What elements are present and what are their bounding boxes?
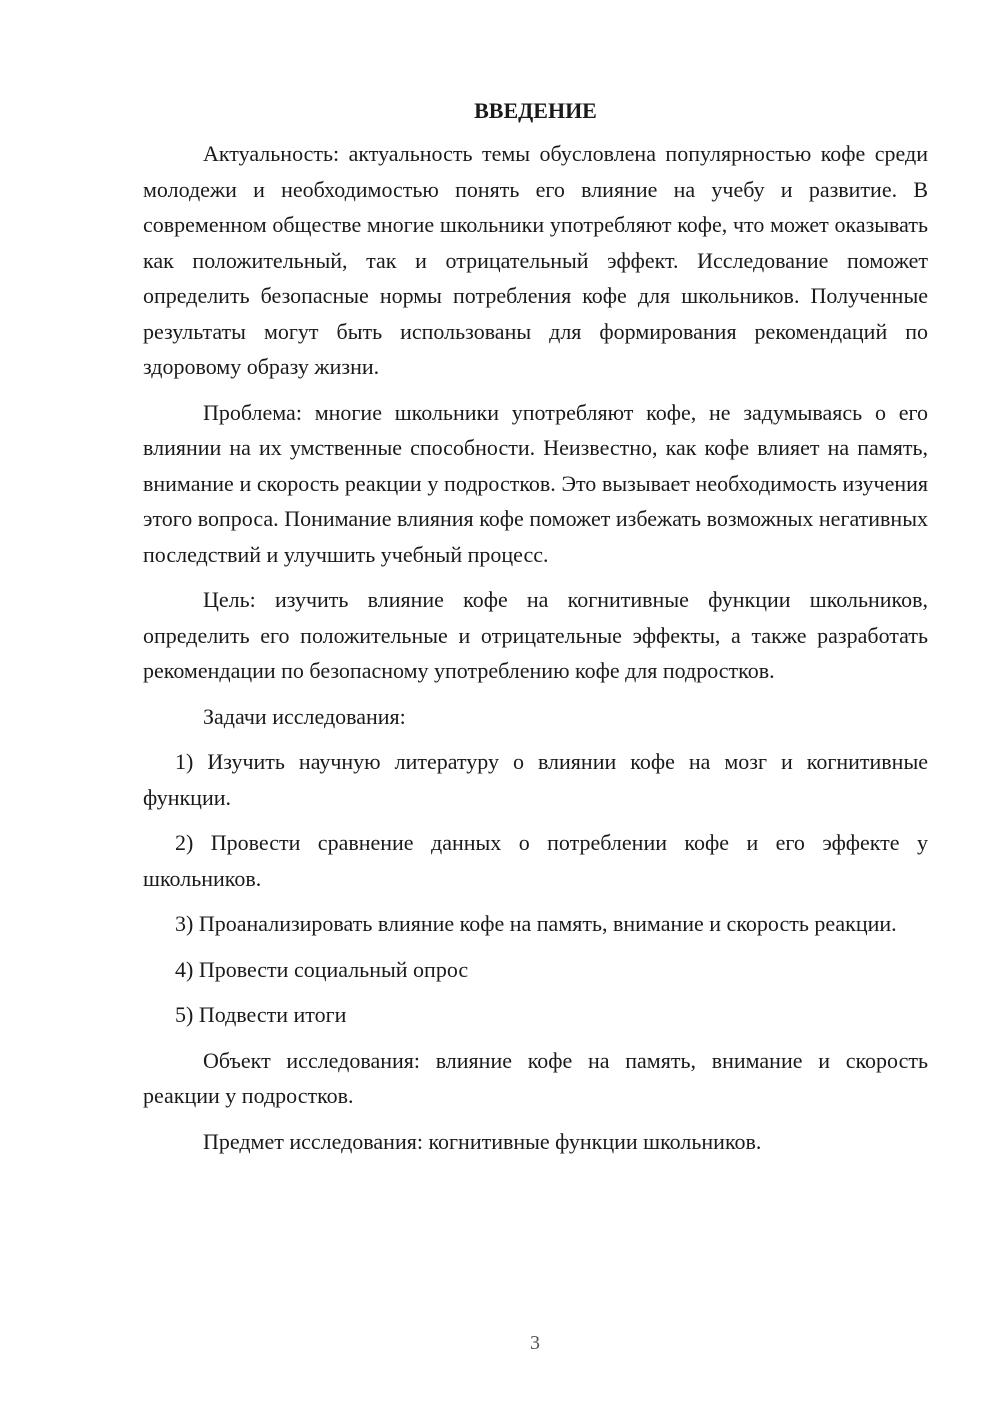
paragraph-goal: Цель: изучить влияние кофе на когнитивные функции школьников, определить его положительные и отрицательные эффекты, а также разработать рекомендации по безопасному употреблению кофе для подростков. [143, 587, 928, 683]
task-item: 1) Изучить научную литературу о влиянии кофе на мозг и когнитивные функции. [143, 749, 928, 810]
paragraph-subject: Предмет исследования: когнитивные функции школьников. [203, 1128, 762, 1154]
task-item: 2) Провести сравнение данных о потреблении кофе и его эффекте у школьников. [143, 830, 928, 891]
task-item: 4) Провести социальный опрос [175, 956, 469, 982]
paragraph-problem: Проблема: многие школьники употребляют кофе, не задумываясь о его влиянии на их умственные способности. Неизвестно, как кофе влияет на память, внимание и скорость реакции у подростков. Это вызывает необходимость изучения этого вопроса. Понимание влияния кофе поможет избежать возможных негативных последствий и улучшить учебный процесс. [143, 399, 928, 567]
page-number: 3 [530, 1332, 540, 1354]
task-item: 3) Проанализировать влияние кофе на память, внимание и скорость реакции. [175, 911, 897, 936]
document-page [143, 96, 928, 1169]
paragraph-relevance: Актуальность: актуальность темы обусловлена популярностью кофе среди молодежи и необходимостью понять его влияние на учебу и развитие. В современном обществе многие школьники употребляют кофе, что может оказывать как положительный, так и отрицательный эффект. Исследование поможет определить безопасные нормы потребления кофе для школьников. Полученные результаты могут быть использованы для формирования рекомендаций по здоровому образу жизни. [143, 141, 928, 379]
paragraph-tasks-heading: Задачи исследования: [203, 703, 406, 729]
page-title: ВВЕДЕНИЕ [474, 98, 597, 123]
task-item: 5) Подвести итоги [175, 1002, 347, 1027]
paragraph-object: Объект исследования: влияние кофе на память, внимание и скорость реакции у подростков. [143, 1047, 928, 1108]
